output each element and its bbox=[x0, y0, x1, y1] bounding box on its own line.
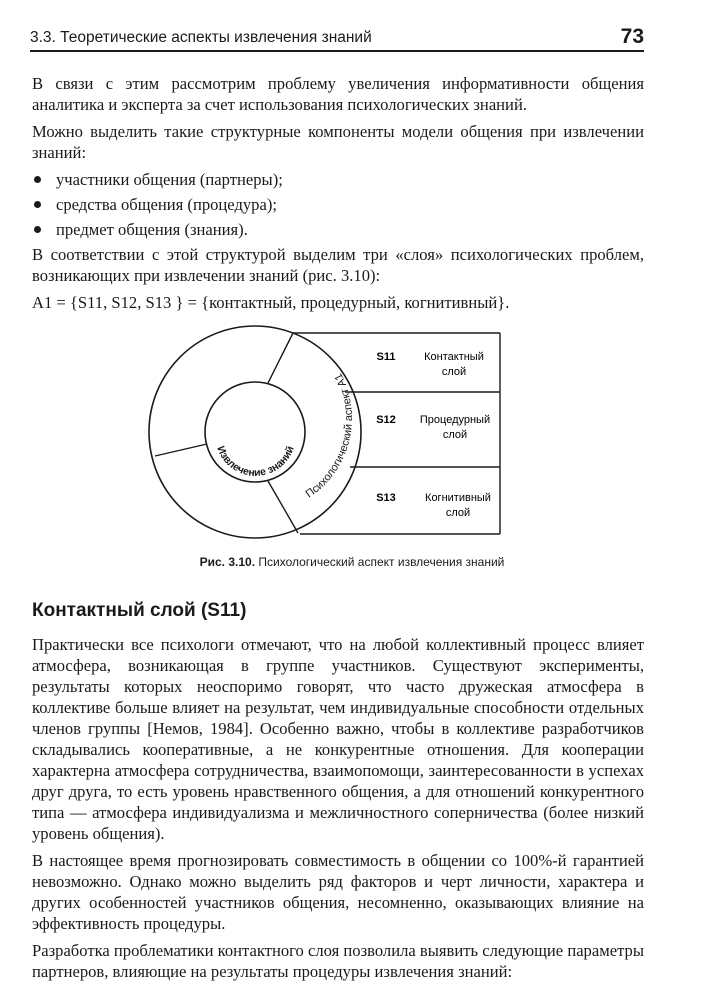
list-item: средства общения (процедура); bbox=[32, 194, 644, 215]
layer-name-s11: Контактный bbox=[424, 351, 484, 363]
intro-paragraph-2: Можно выделить такие структурные компоненты модели общения при извлечении знаний: bbox=[32, 122, 644, 162]
section-body bbox=[32, 634, 644, 988]
layer-code-s11: S11 bbox=[376, 351, 396, 363]
ring-label: Психологический аспект A1 bbox=[303, 371, 356, 501]
caption-text: Психологический аспект извлечения знаний bbox=[258, 555, 505, 569]
intro-paragraph-3: В соответствии с этой структурой выделим три «слоя» психологических проблем, возникающих при извлечении знаний (рис. 3.10): bbox=[32, 245, 644, 285]
component-list bbox=[32, 169, 644, 240]
layer-name-s12: Процедурный bbox=[419, 414, 491, 426]
layer-word-s11: слой bbox=[441, 366, 467, 378]
layer-name-s13: Когнитивный bbox=[425, 492, 491, 504]
section-heading: Контактный слой (S11) bbox=[32, 600, 247, 621]
intro-block bbox=[32, 73, 644, 319]
section-paragraph-2: В настоящее время прогнозировать совместимость в общении со 100%-й гарантией невозможно. Однако можно выделить ряд факторов и черт личности, характера и других особенностей участников общения, несомненно, оказывающих влияние на эффективность процедуры. bbox=[32, 851, 644, 933]
layer-code-s12: S12 bbox=[376, 414, 396, 426]
list-item: участники общения (партнеры); bbox=[32, 169, 644, 190]
diagram bbox=[0, 320, 704, 555]
layer-word-s13: слой bbox=[445, 507, 471, 519]
figure-3-10 bbox=[0, 320, 704, 582]
layer-code-s13: S13 bbox=[376, 492, 396, 504]
layer-word-s12: слой bbox=[442, 429, 468, 441]
page-header bbox=[30, 24, 644, 52]
ring-separator-top bbox=[268, 333, 293, 383]
running-title: 3.3. Теоретические аспекты извлечения знаний bbox=[30, 29, 372, 46]
outer-circle bbox=[149, 326, 361, 538]
intro-paragraph-1: В связи с этим рассмотрим проблему увеличения информативности общения аналитика и эксперта за счет использования психологических знаний. bbox=[32, 74, 644, 114]
inner-circle-label: Извлечение знаний bbox=[214, 444, 297, 480]
ring-separator-bottom bbox=[268, 481, 298, 533]
section-paragraph-3: Разработка проблематики контактного слоя позволила выявить следующие параметры партнеров, влияющие на результаты процедуры извлечения знаний: bbox=[32, 941, 644, 981]
ring-separator-left bbox=[155, 444, 207, 456]
page-number: 73 bbox=[620, 25, 644, 48]
figure-caption bbox=[0, 555, 704, 569]
caption-number: Рис. 3.10. bbox=[199, 555, 256, 569]
formula: A1 = {S11, S12, S13 } = {контактный, процедурный, когнитивный}. bbox=[32, 293, 510, 312]
section-paragraph-1: Практически все психологи отмечают, что на любой коллективный процесс влияет атмосфера, возникающая в группе участников. Существуют эксперименты, результаты которых неоспоримо говорят, что часто дружеская атмосфера в коллективе больше влияет на результат, чем индивидуальные способности отдельных членов группы [Немов, 1984]. Особенно важно, чтобы в коллективе разработчиков складывались кооперативные, а не конкурентные отношения. Для кооперации характерна атмосфера сотрудничества, взаимопомощи, заинтересованности в успехах друг друга, то есть уровень нравственного общения, а для отношений конкурентного типа — атмосфера индивидуализма и межличностного соперничества (более низкий уровень общения). bbox=[32, 635, 644, 843]
list-item: предмет общения (знания). bbox=[32, 219, 644, 240]
